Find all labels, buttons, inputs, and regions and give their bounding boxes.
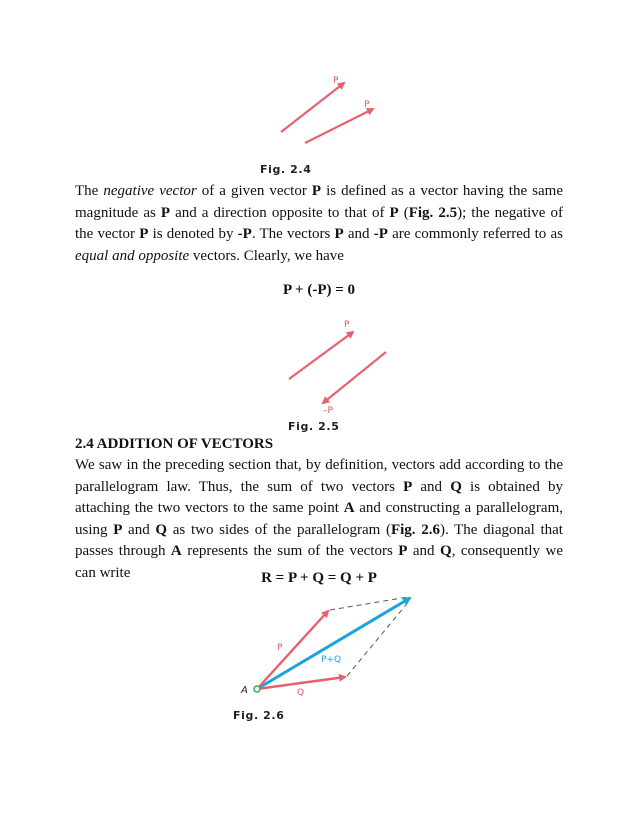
- vector-q-label: Q: [297, 688, 305, 698]
- text: is obtained by attaching the two vectors to the same point: [75, 478, 563, 516]
- figure-reference: Fig. 2.5: [408, 204, 458, 221]
- text: ); the negative of the vector: [75, 204, 563, 242]
- text: vectors. Clearly, we have: [189, 247, 344, 264]
- figure-2-6-caption: Fig. 2.6: [233, 709, 285, 722]
- dashed-side-right: [347, 600, 410, 676]
- vector-p-arrow: [289, 332, 353, 379]
- text: and: [407, 543, 441, 559]
- paragraph-negative-vector: [75, 181, 563, 267]
- figure-2-4: [255, 70, 395, 180]
- vector-p-label: P: [344, 320, 350, 330]
- text: is defined as a vector having the same magnitude as: [75, 183, 563, 221]
- vector-p-arrow: [257, 611, 328, 689]
- equation-resultant: R = P + Q = Q + P: [261, 570, 377, 586]
- term-equal-and-opposite: equal and opposite: [75, 247, 190, 264]
- figure-2-5-caption: Fig. 2.5: [288, 420, 340, 433]
- text: , consequently we can write: [75, 543, 563, 581]
- point-a-label: A: [241, 685, 248, 696]
- symbol-q: Q: [440, 543, 452, 559]
- text: as two sides of the parallelogram (: [167, 521, 391, 538]
- figure-2-4-caption: Fig. 2.4: [260, 163, 312, 176]
- vector-p-arrow-2: [305, 109, 373, 143]
- section-heading: 2.4 ADDITION OF VECTORS: [75, 436, 274, 452]
- paragraph-addition: [75, 455, 563, 584]
- text: and a direction opposite to that of: [170, 204, 390, 221]
- text: ). The diagonal that passes through: [75, 521, 563, 559]
- vector-neg-p-arrow: [323, 352, 386, 403]
- text: . The vectors: [251, 226, 335, 242]
- symbol-p: P: [403, 478, 413, 495]
- symbol-p: P: [311, 183, 322, 199]
- text: and: [343, 226, 374, 242]
- dashed-side-top: [330, 597, 408, 610]
- text: We saw in the preceding section that, by definition, vectors add according to the parallelogram law. Thus, the sum of two vectors: [75, 457, 563, 495]
- figure-2-5: [280, 315, 400, 433]
- text: (: [398, 204, 409, 221]
- vector-p-label: P: [277, 643, 283, 653]
- vector-p-arrow-1: [281, 83, 344, 132]
- vector-p-label-1: P: [333, 76, 339, 86]
- term-negative-vector: negative vector: [103, 183, 197, 199]
- symbol-neg-p: -P: [237, 226, 252, 242]
- text: and: [122, 521, 156, 538]
- figure-reference: Fig. 2.6: [390, 521, 440, 538]
- vector-sum-label: P+Q: [321, 655, 342, 665]
- symbol-p: P: [398, 543, 408, 559]
- symbol-p: P: [113, 521, 123, 538]
- symbol-q: Q: [450, 478, 462, 495]
- text: and constructing a parallelogram, using: [75, 500, 563, 538]
- text: The: [75, 183, 104, 199]
- point-a: A: [343, 500, 355, 516]
- text: of a given vector: [196, 183, 312, 199]
- text: are commonly referred to as: [387, 226, 563, 242]
- symbol-p: P: [160, 204, 171, 221]
- text: is denoted by: [148, 226, 238, 242]
- text: represents the sum of the vectors: [181, 543, 399, 559]
- point-a-marker: [254, 686, 260, 692]
- point-a: A: [170, 543, 182, 559]
- equation-p-plus-neg-p: P + (-P) = 0: [282, 282, 356, 298]
- figure-2-6: [230, 590, 430, 725]
- symbol-p: P: [334, 226, 344, 242]
- vector-p-label-2: P: [364, 100, 370, 110]
- symbol-p: P: [389, 204, 399, 221]
- text: and: [412, 478, 451, 495]
- symbol-neg-p: -P: [373, 226, 388, 242]
- vector-neg-p-label: –P: [323, 406, 333, 416]
- symbol-p: P: [139, 226, 149, 242]
- symbol-q: Q: [155, 521, 168, 538]
